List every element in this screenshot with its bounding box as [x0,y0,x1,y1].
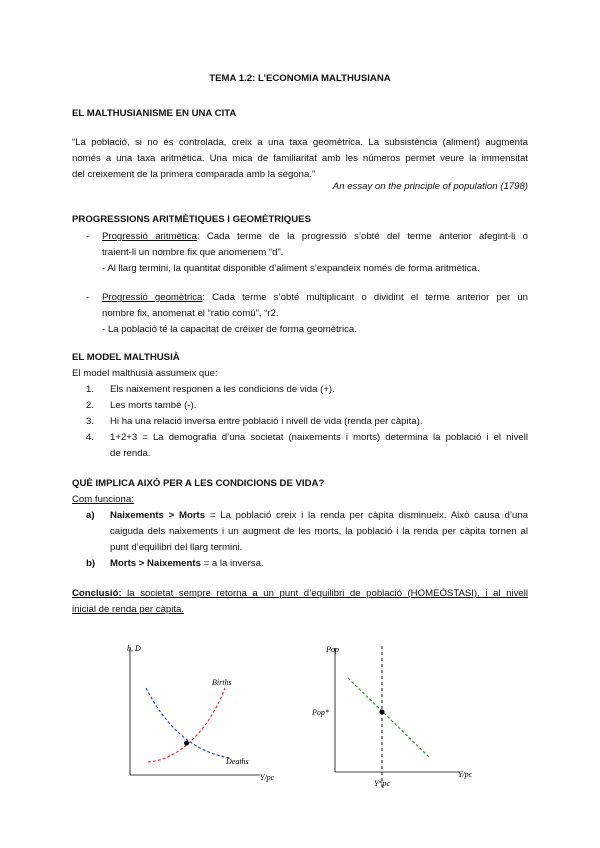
list-number: 2. [86,400,95,411]
term-arithmetic: Progressió aritmètica [102,231,197,242]
section-heading-progressions: PROGRESSIONS ARITMÈTIQUES I GEOMÈTRIQUES [72,214,311,225]
list-text: = La població creix i la renda per càpita disminueix. Això causa d’una [205,510,528,521]
definition-text: : Cada terme de la progressió s’obté del terme anterior afegint-li o [196,231,528,242]
equilibrium-point [184,741,189,746]
list-text: 1+2+3 = La demografia d’una societat (naixements i morts) determina la població i el nivell [110,432,528,443]
y-axis-label: Pop [326,645,339,654]
y-axis-label: b, D [127,644,141,653]
population-chart [300,640,485,790]
list-item [86,430,528,462]
list-letter: b) [86,558,96,569]
series-population-line [348,678,430,758]
list-text: de renda. [110,448,151,459]
list-item-line: punt d’equilibri del llarg termini. [110,542,243,553]
list-number: 1. [86,384,95,395]
conclusion-line-1 [72,586,528,603]
list-text: Els naixement responen a les condicions de vida (+). [110,384,335,395]
quote-source: An essay on the principle of population (1798) [332,181,528,192]
list-item-line: caiguda dels naixements i un augment de les morts, la població i la renda per càpita tornen al [110,526,528,537]
births-deaths-chart [110,640,285,790]
list-item [86,398,528,414]
list-item-line [102,229,528,246]
legend-births: Births [212,678,232,687]
conclusion-label: Conclusió: [72,588,122,599]
model-intro: El model malthusià assumeix que: [72,368,218,379]
series-births-line [148,688,225,762]
list-item-line: nombre fix, anomenat el “ratio comú”, “r2. [102,308,279,319]
list-item-line: - La població té la capacitat de créixer de forma geomètrica. [102,324,357,335]
list-item [86,382,528,398]
quote-line-3: del creixement de la primera comparada amb la segona.” [72,169,316,180]
list-item [86,508,528,558]
section-heading-model: EL MODEL MALTHUSIÀ [72,352,180,363]
list-item-line [110,508,528,525]
x-axis-label: Y/pc [458,770,473,779]
list-item-line [102,290,528,307]
conclusion-text: inicial de renda per càpita. [72,604,184,615]
list-item [86,414,528,430]
definition-text: : Cada terme s’obté multiplicant o dividint el terme anterior per un [202,292,528,303]
series-deaths-line [146,688,230,758]
equilibrium-point [380,710,385,715]
list-text: Les morts també (-). [110,400,197,411]
list-item-line: traient-li un nombre fix que anomenem “d”. [102,247,284,258]
subheading-how [72,494,134,505]
quote-line-1: “La població, si no és controlada, creix a una taxa geomètrica. La subsistència (aliment) augmenta [72,137,528,148]
x-axis-label: Y/pc [260,773,275,782]
list-item [86,556,528,572]
legend-deaths: Deaths [226,757,249,766]
equilibrium-x-label: Y*pc [374,779,390,788]
conclusion-line-2 [72,602,528,619]
subheading-text: Com funciona: [72,494,134,505]
emphasis: Morts > Naixements [110,558,201,569]
quote-line-2: només a una taxa aritmètica. Una mica de familiaritat amb les números permet veure la immensitat [72,153,528,164]
list-number: 4. [86,432,95,443]
list-item-line: - Al llarg termini, la quantitat disponible d’aliment s’expandeix només de forma aritmètica. [102,263,480,274]
list-letter: a) [86,510,95,521]
list-text: = a la inversa. [200,558,264,569]
bullet-dash: - [86,231,90,242]
section-heading-implications: QUÈ IMPLICA AIXÒ PER A LES CONDICIONS DE VIDA? [72,478,325,489]
list-item [86,290,528,340]
section-heading-quote: EL MALTHUSIANISME EN UNA CITA [72,108,237,119]
term-geometric: Progressió geomètrica [102,292,203,303]
list-text: Hi ha una relació inversa entre població i nivell de vida (renda per càpita). [110,416,423,427]
equilibrium-y-label: Pop* [312,708,329,717]
list-item-line [110,556,528,573]
emphasis: Naixements > Morts [110,510,206,521]
conclusion-text: la societat sempre retorna a un punt d’equilibri de població (HOMEÒSTASI), i al nivell [121,588,528,599]
bullet-dash: - [86,292,90,303]
list-item [86,229,528,279]
list-number: 3. [86,416,95,427]
page-title: TEMA 1.2: L’ECONOMIA MALTHUSIANA [209,73,391,84]
